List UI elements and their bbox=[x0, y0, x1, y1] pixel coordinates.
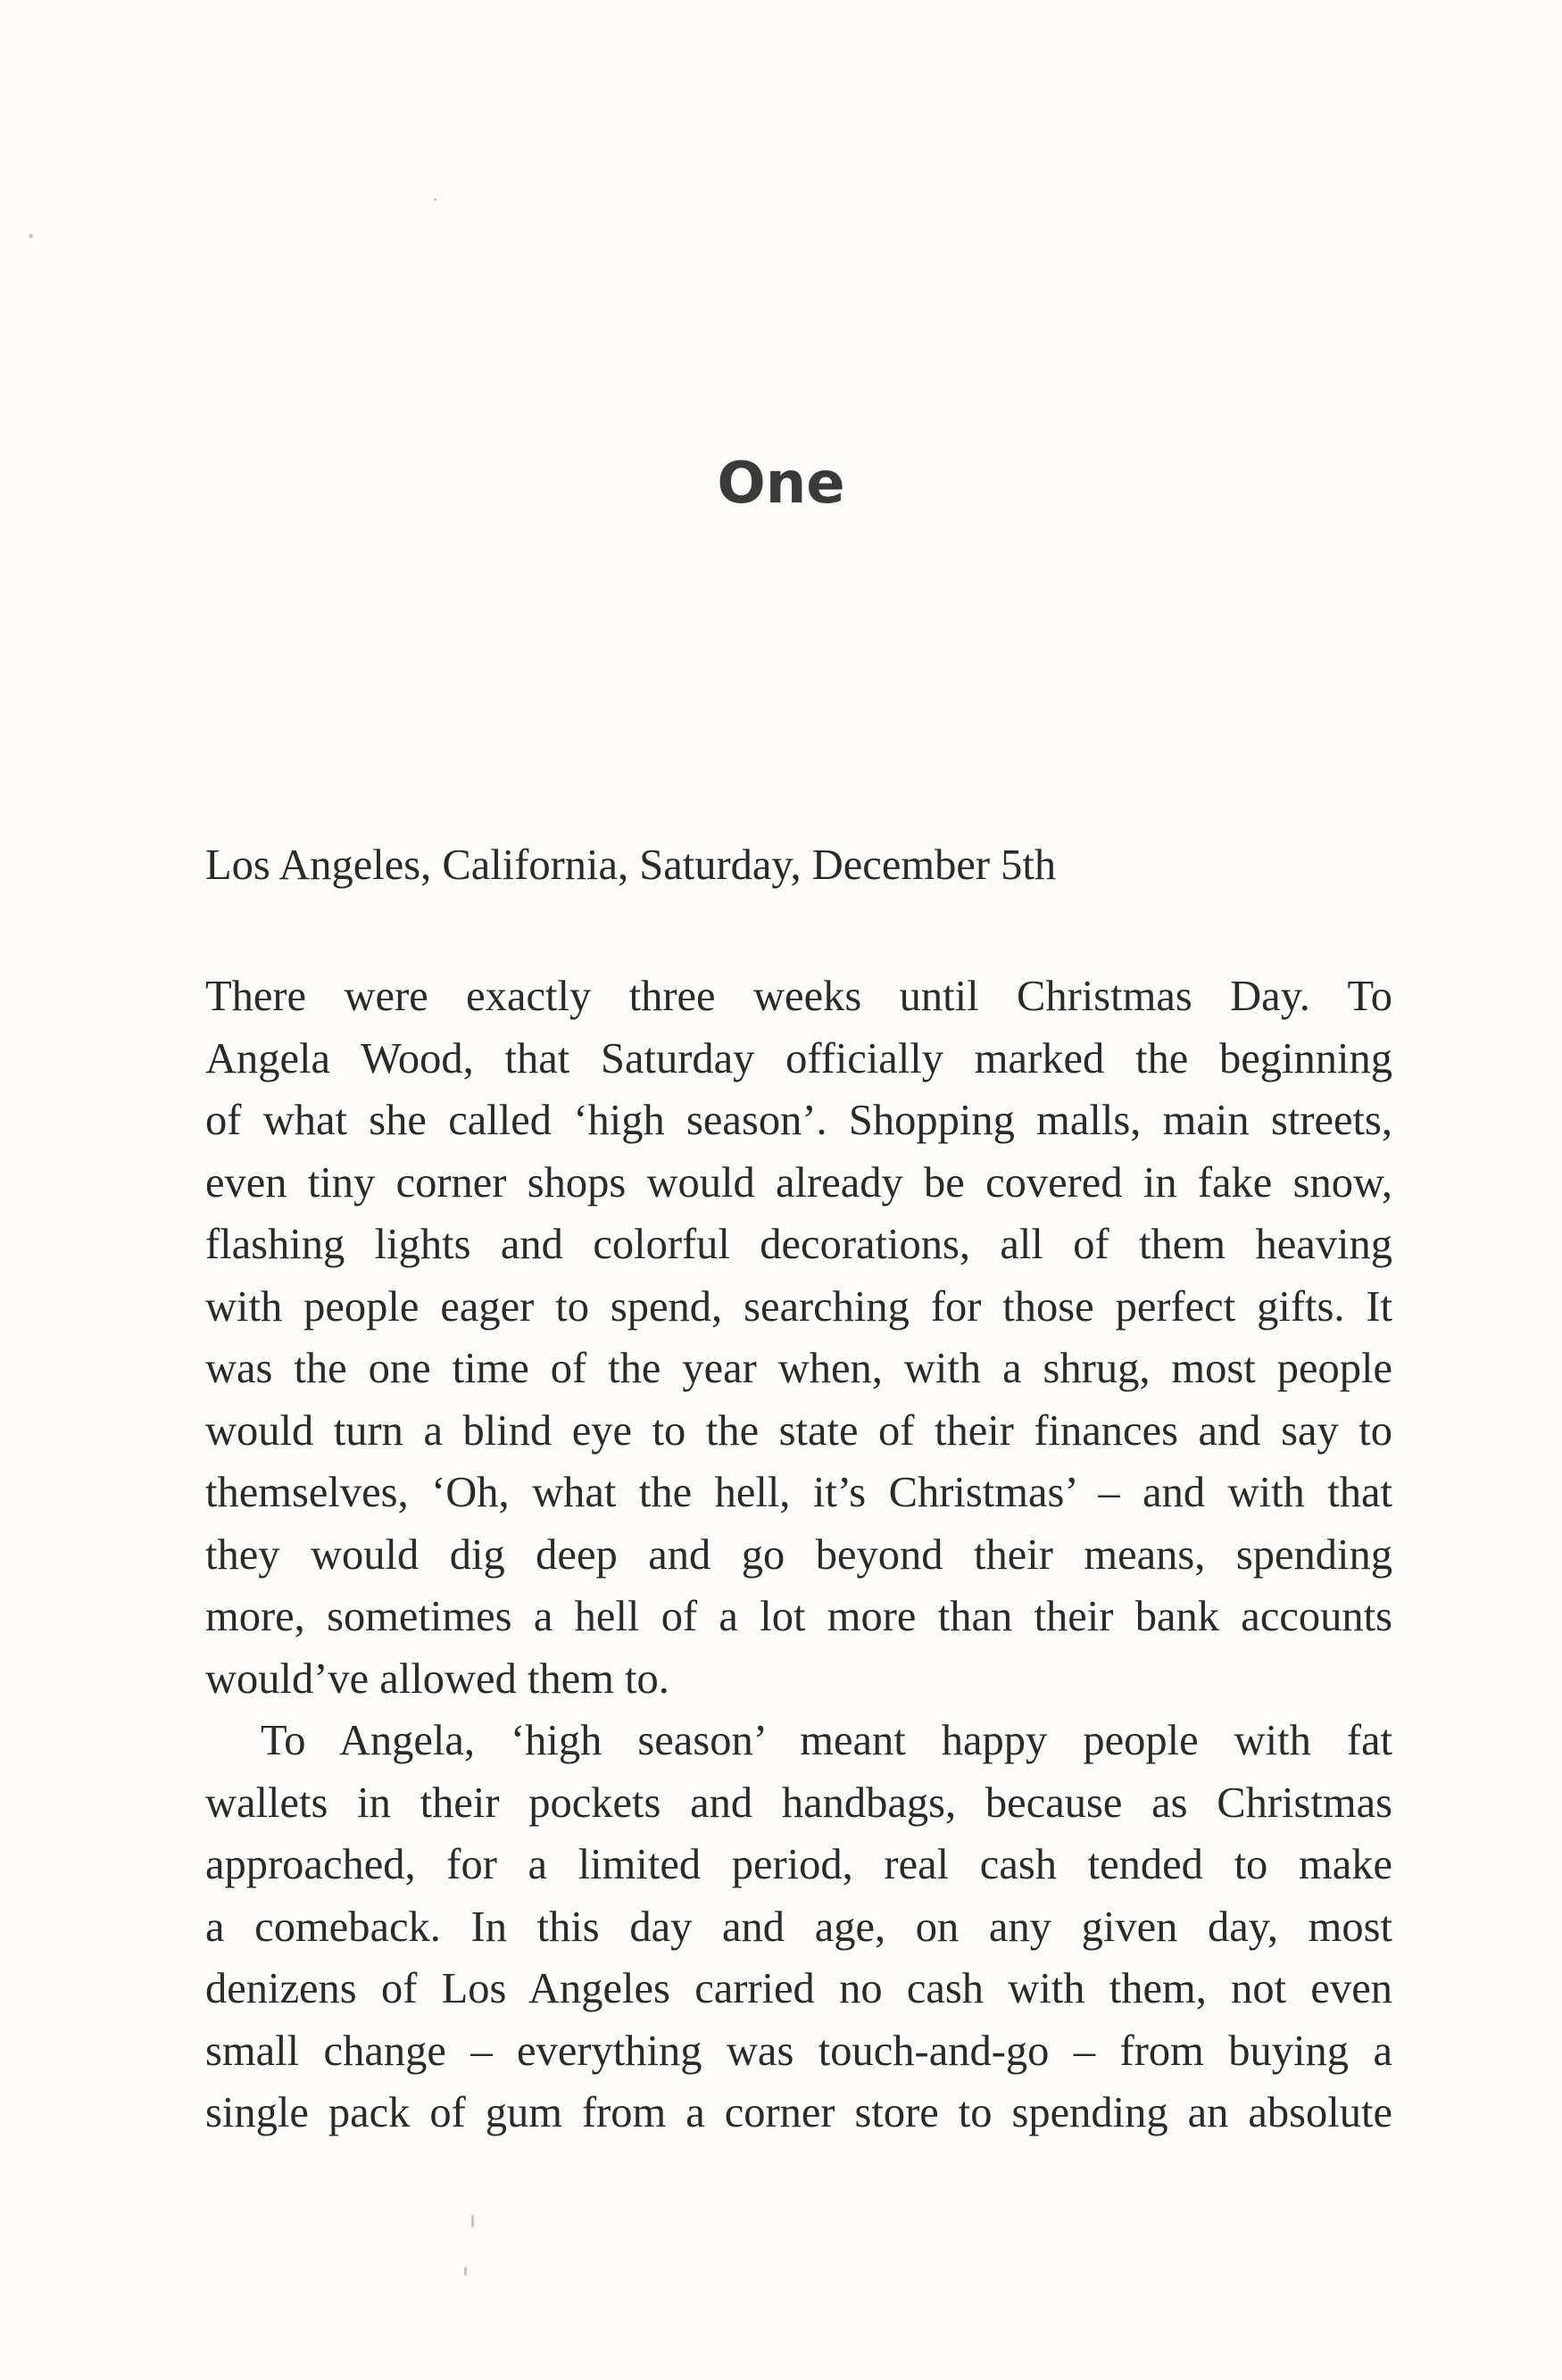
text-line: wallets in their pockets and handbags, because as Christmas bbox=[205, 1779, 1392, 1827]
paragraph-2 bbox=[205, 1710, 1392, 2144]
text-line: with people eager to spend, searching for those perfect gifts. It bbox=[205, 1282, 1392, 1331]
text-line: they would dig deep and go beyond their means, spending bbox=[205, 1530, 1392, 1579]
text-line: Angela Wood, that Saturday officially marked the beginning bbox=[205, 1034, 1392, 1082]
chapter-title: One bbox=[717, 451, 845, 517]
text-line: would turn a blind eye to the state of their finances and say to bbox=[205, 1406, 1392, 1455]
text-line: would’ve allowed them to. bbox=[205, 1654, 669, 1703]
text-line: To Angela, ‘high season’ meant happy people with fat bbox=[261, 1717, 1392, 1764]
paper-speck bbox=[464, 2267, 467, 2276]
text-line: was the one time of the year when, with a shrug, most people bbox=[205, 1345, 1392, 1392]
text-line: more, sometimes a hell of a lot more than their bank accounts bbox=[205, 1593, 1392, 1640]
text-line: single pack of gum from a corner store to spending an absolute bbox=[205, 2089, 1392, 2136]
text-line: approached, for a limited period, real cash tended to make bbox=[205, 1841, 1392, 1888]
paper-speck bbox=[471, 2215, 474, 2227]
text-line: denizens of Los Angeles carried no cash with them, not even bbox=[205, 1965, 1392, 2012]
text-line: even tiny corner shops would already be covered in fake snow, bbox=[205, 1158, 1392, 1207]
paper-speck bbox=[434, 198, 436, 201]
text-line: flashing lights and colorful decorations, all of them heaving bbox=[205, 1221, 1392, 1268]
paper-speck bbox=[29, 234, 33, 238]
body-text bbox=[205, 966, 1392, 2144]
text-line: a comeback. In this day and age, on any given day, most bbox=[205, 1903, 1392, 1951]
text-line: small change – everything was touch-and-go – from buying a bbox=[205, 2027, 1392, 2075]
text-line: themselves, ‘Oh, what the hell, it’s Christmas’ – and with that bbox=[205, 1469, 1392, 1516]
text-line: of what she called ‘high season’. Shopping malls, main streets, bbox=[205, 1097, 1392, 1144]
text-line: There were exactly three weeks until Christmas Day. To bbox=[205, 973, 1392, 1020]
dateline: Los Angeles, California, Saturday, December 5th bbox=[205, 842, 1057, 889]
paragraph-1 bbox=[205, 966, 1392, 1710]
